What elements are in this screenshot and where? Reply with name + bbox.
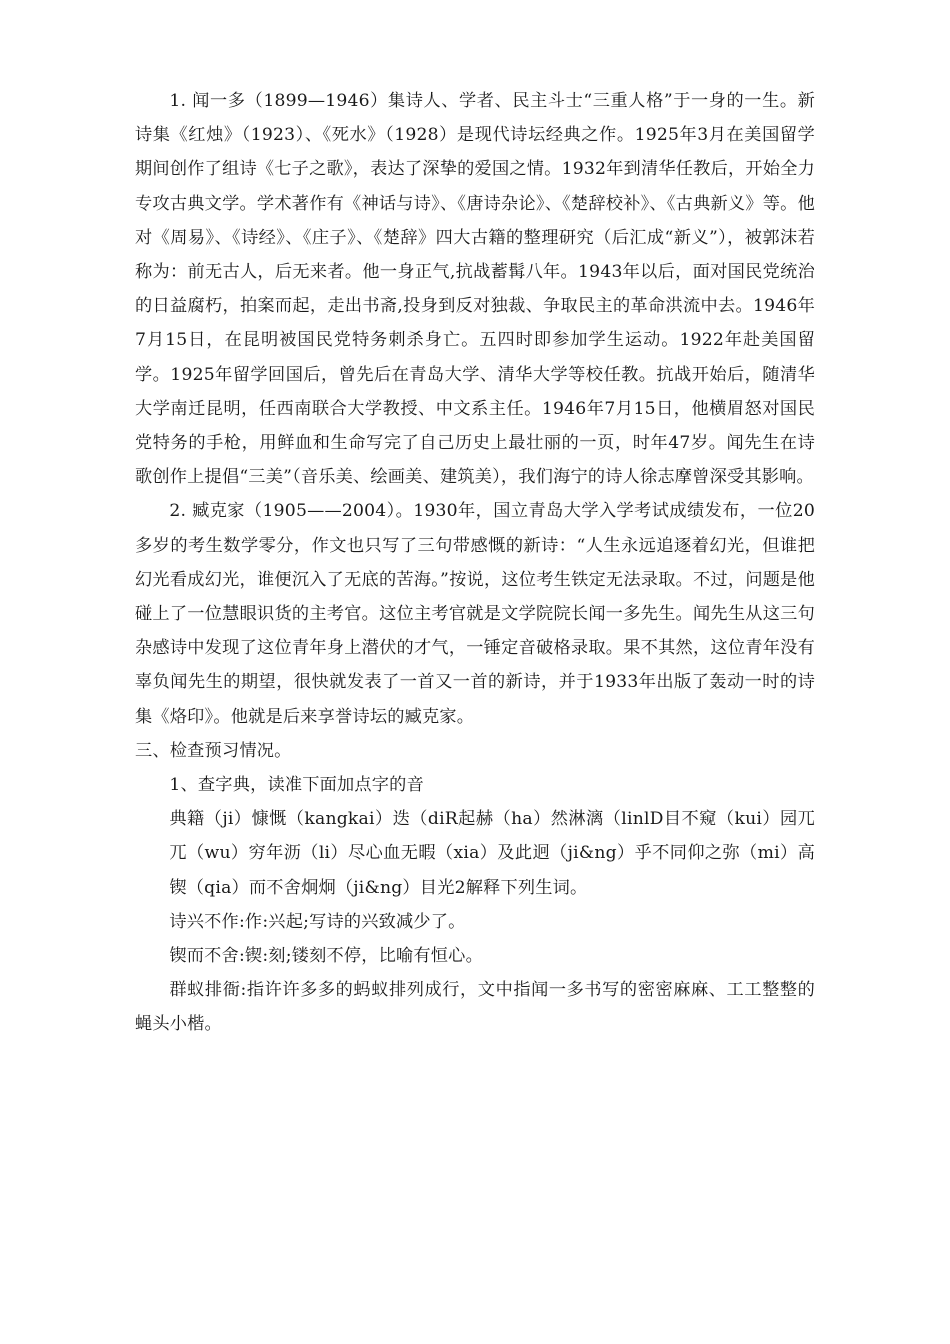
paragraph-wen-yiduo: 1. 闻一多（1899—1946）集诗人、学者、民主斗士“三重人格”于一身的一生。新诗集《红烛》（1923）、《死水》（1928）是现代诗坛经典之作。1925年3月在美国留学期间创作了组诗《七子之歌》，表达了深挚的爱国之情。1932年到清华任教后，开始全力专攻古典文学。学术著作有《神话与诗》、《唐诗杂论》、《楚辞校补》、《古典新义》等。他对《周易》、《诗经》、《庄子》、《楚辞》四大古籍的整理研究（后汇成“新义”），被郭沫若称为：前无古人，后无来者。他一身正气,抗战蓄髯八年。1943年以后，面对国民党统治的日益腐朽，拍案而起，走出书斋,投身到反对独裁、争取民主的革命洪流中去。1946年7月15日，在昆明被国民党特务刺杀身亡。五四时即参加学生运动。1922年赴美国留学。1925年留学回国后，曾先后在青岛大学、清华大学等校任教。抗战开始后，随清华大学南迁昆明，任西南联合大学教授、中文系主任。1946年7月15日，他横眉怒对国民党特务的手枪，用鲜血和生命写完了自己历史上最壮丽的一页，时年47岁。闻先生在诗歌创作上提倡“三美”（音乐美、绘画美、建筑美），我们海宁的诗人徐志摩曾深受其影响。: [135, 91, 815, 488]
definition-item: 诗兴不作:作:兴起;写诗的兴致减少了。: [169, 911, 466, 932]
document-page: [135, 84, 815, 1042]
section-heading: 三、检查预习情况。: [135, 740, 292, 761]
definition-item: 锲而不舍:锲:刻;镂刻不停，比喻有恒心。: [169, 946, 483, 967]
paragraph-zang-kejia: 2. 臧克家（1905——2004）。1930年，国立青岛大学入学考试成绩发布，一位20多岁的考生数学零分，作文也只写了三句带感慨的新诗：“人生永远追逐着幻光，但谁把幻光看成幻光，谁便沉入了无底的苦海。”按说，这位考生铁定无法录取。不过，问题是他碰上了一位慧眼识货的主考官。这位主考官就是文学院院长闻一多先生。闻先生从这三句杂感诗中发现了这位青年身上潜伏的才气，一锤定音破格录取。果不其然，这位青年没有辜负闻先生的期望，很快就发表了一首又一首的新诗，并于1933年出版了轰动一时的诗集《烙印》。他就是后来享誉诗坛的臧克家。: [135, 501, 815, 727]
pinyin-list: 典籍（ji）慷慨（kangkai）迭（diR起赫（ha）然淋漓（linlD目不窥（kui）园兀兀（wu）穷年沥（li）尽心血无暇（xia）及此迥（ji&ng）乎不同仰之弥（mi）高锲（qia）而不舍炯炯（ji&ng）目光2解释下列生词。: [169, 809, 815, 898]
item-title: 1、查字典，读准下面加点字的音: [169, 775, 424, 796]
definition-item: 群蚁排衙:指许许多多的蚂蚁排列成行，文中指闻一多书写的密密麻麻、工工整整的蝇头小楷。: [135, 980, 815, 1035]
